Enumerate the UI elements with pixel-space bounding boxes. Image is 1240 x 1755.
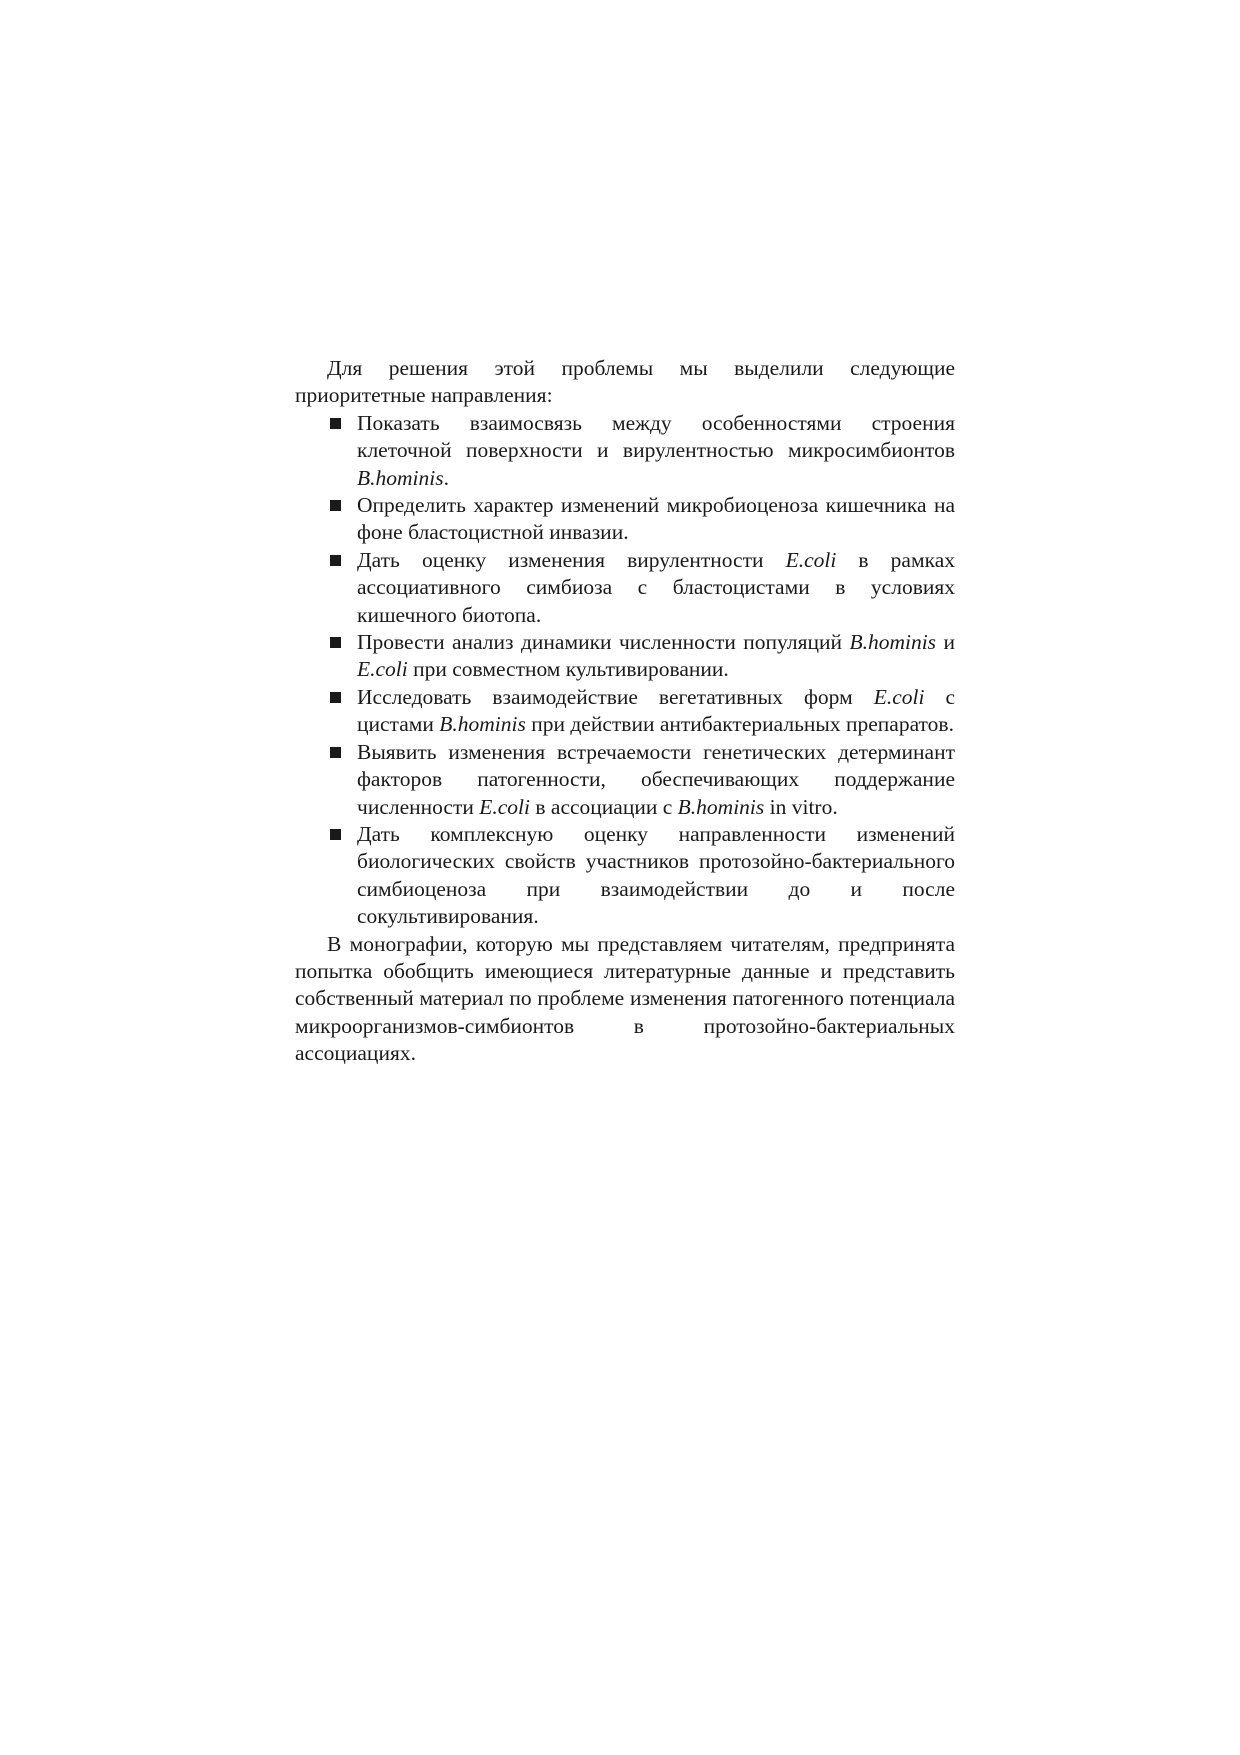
intro-paragraph: Для решения этой проблемы мы выделили следующие приоритетные направления: xyxy=(295,356,955,408)
list-item-text: Выявить изменения встречаемости генетических детерминант факторов патогенности, обеспечивающих поддержание численности xyxy=(357,739,955,819)
list-item-text: в ассоциации с xyxy=(530,794,678,819)
priorities-list xyxy=(295,410,955,931)
square-bullet-icon xyxy=(330,637,341,648)
list-item-text: в рамках ассоциативного симбиоза с бластоцистами в условиях кишечного биотопа. xyxy=(357,547,955,627)
list-item-text: Показать взаимосвязь между особенностями строения клеточной поверхности и вирулентностью микросимбионтов xyxy=(357,410,955,463)
species-name: E.coli xyxy=(357,657,408,682)
list-item-text: Провести анализ динамики численности популяций xyxy=(357,630,850,655)
list-item-text: при действии антибактериальных препаратов. xyxy=(525,712,954,737)
body-text xyxy=(295,355,955,1068)
square-bullet-icon xyxy=(330,692,341,703)
list-item xyxy=(295,547,955,629)
list-item-text: . xyxy=(443,465,449,490)
list-item xyxy=(295,739,955,821)
species-name: E.coli xyxy=(479,794,530,819)
square-bullet-icon xyxy=(330,500,341,511)
list-item-text: с цистами xyxy=(357,684,956,737)
list-item xyxy=(295,410,955,492)
square-bullet-icon xyxy=(330,747,341,758)
square-bullet-icon xyxy=(330,418,341,429)
list-item-text: in vitro. xyxy=(764,794,838,819)
closing-paragraph: В монографии, которую мы представляем читателям, предпринята попытка обобщить имеющиеся литературные данные и представить собственный материал по проблеме изменения патогенного потенциала микроорганизмов-симбионтов в протозойно-бактериальных ассоциациях. xyxy=(295,931,955,1066)
list-item xyxy=(295,492,955,547)
species-name: B.hominis xyxy=(439,712,526,737)
species-name: E.coli xyxy=(873,684,925,709)
list-item xyxy=(295,629,955,684)
square-bullet-icon xyxy=(330,555,341,566)
square-bullet-icon xyxy=(330,829,341,840)
list-item-text: при совместном культивировании. xyxy=(407,657,729,682)
list-item-text: Определить характер изменений микробиоценоза кишечника на фоне бластоцистной инвазии. xyxy=(357,493,955,545)
list-item xyxy=(295,821,955,931)
species-name: E.coli xyxy=(785,547,837,572)
list-item-text: Дать комплексную оценку направленности изменений биологических свойств участников протозойно-бактериального симбиоценоза при взаимодействии до и после сокультивирования. xyxy=(357,821,955,929)
list-item xyxy=(295,684,955,739)
species-name: B.hominis xyxy=(357,465,444,490)
list-item-text: и xyxy=(936,630,955,655)
list-item-text: Дать оценку изменения вирулентности xyxy=(357,547,786,572)
species-name: B.hominis xyxy=(677,794,765,819)
species-name: B.hominis xyxy=(849,630,937,655)
list-item-text: Исследовать взаимодействие вегетативных форм xyxy=(357,684,874,709)
